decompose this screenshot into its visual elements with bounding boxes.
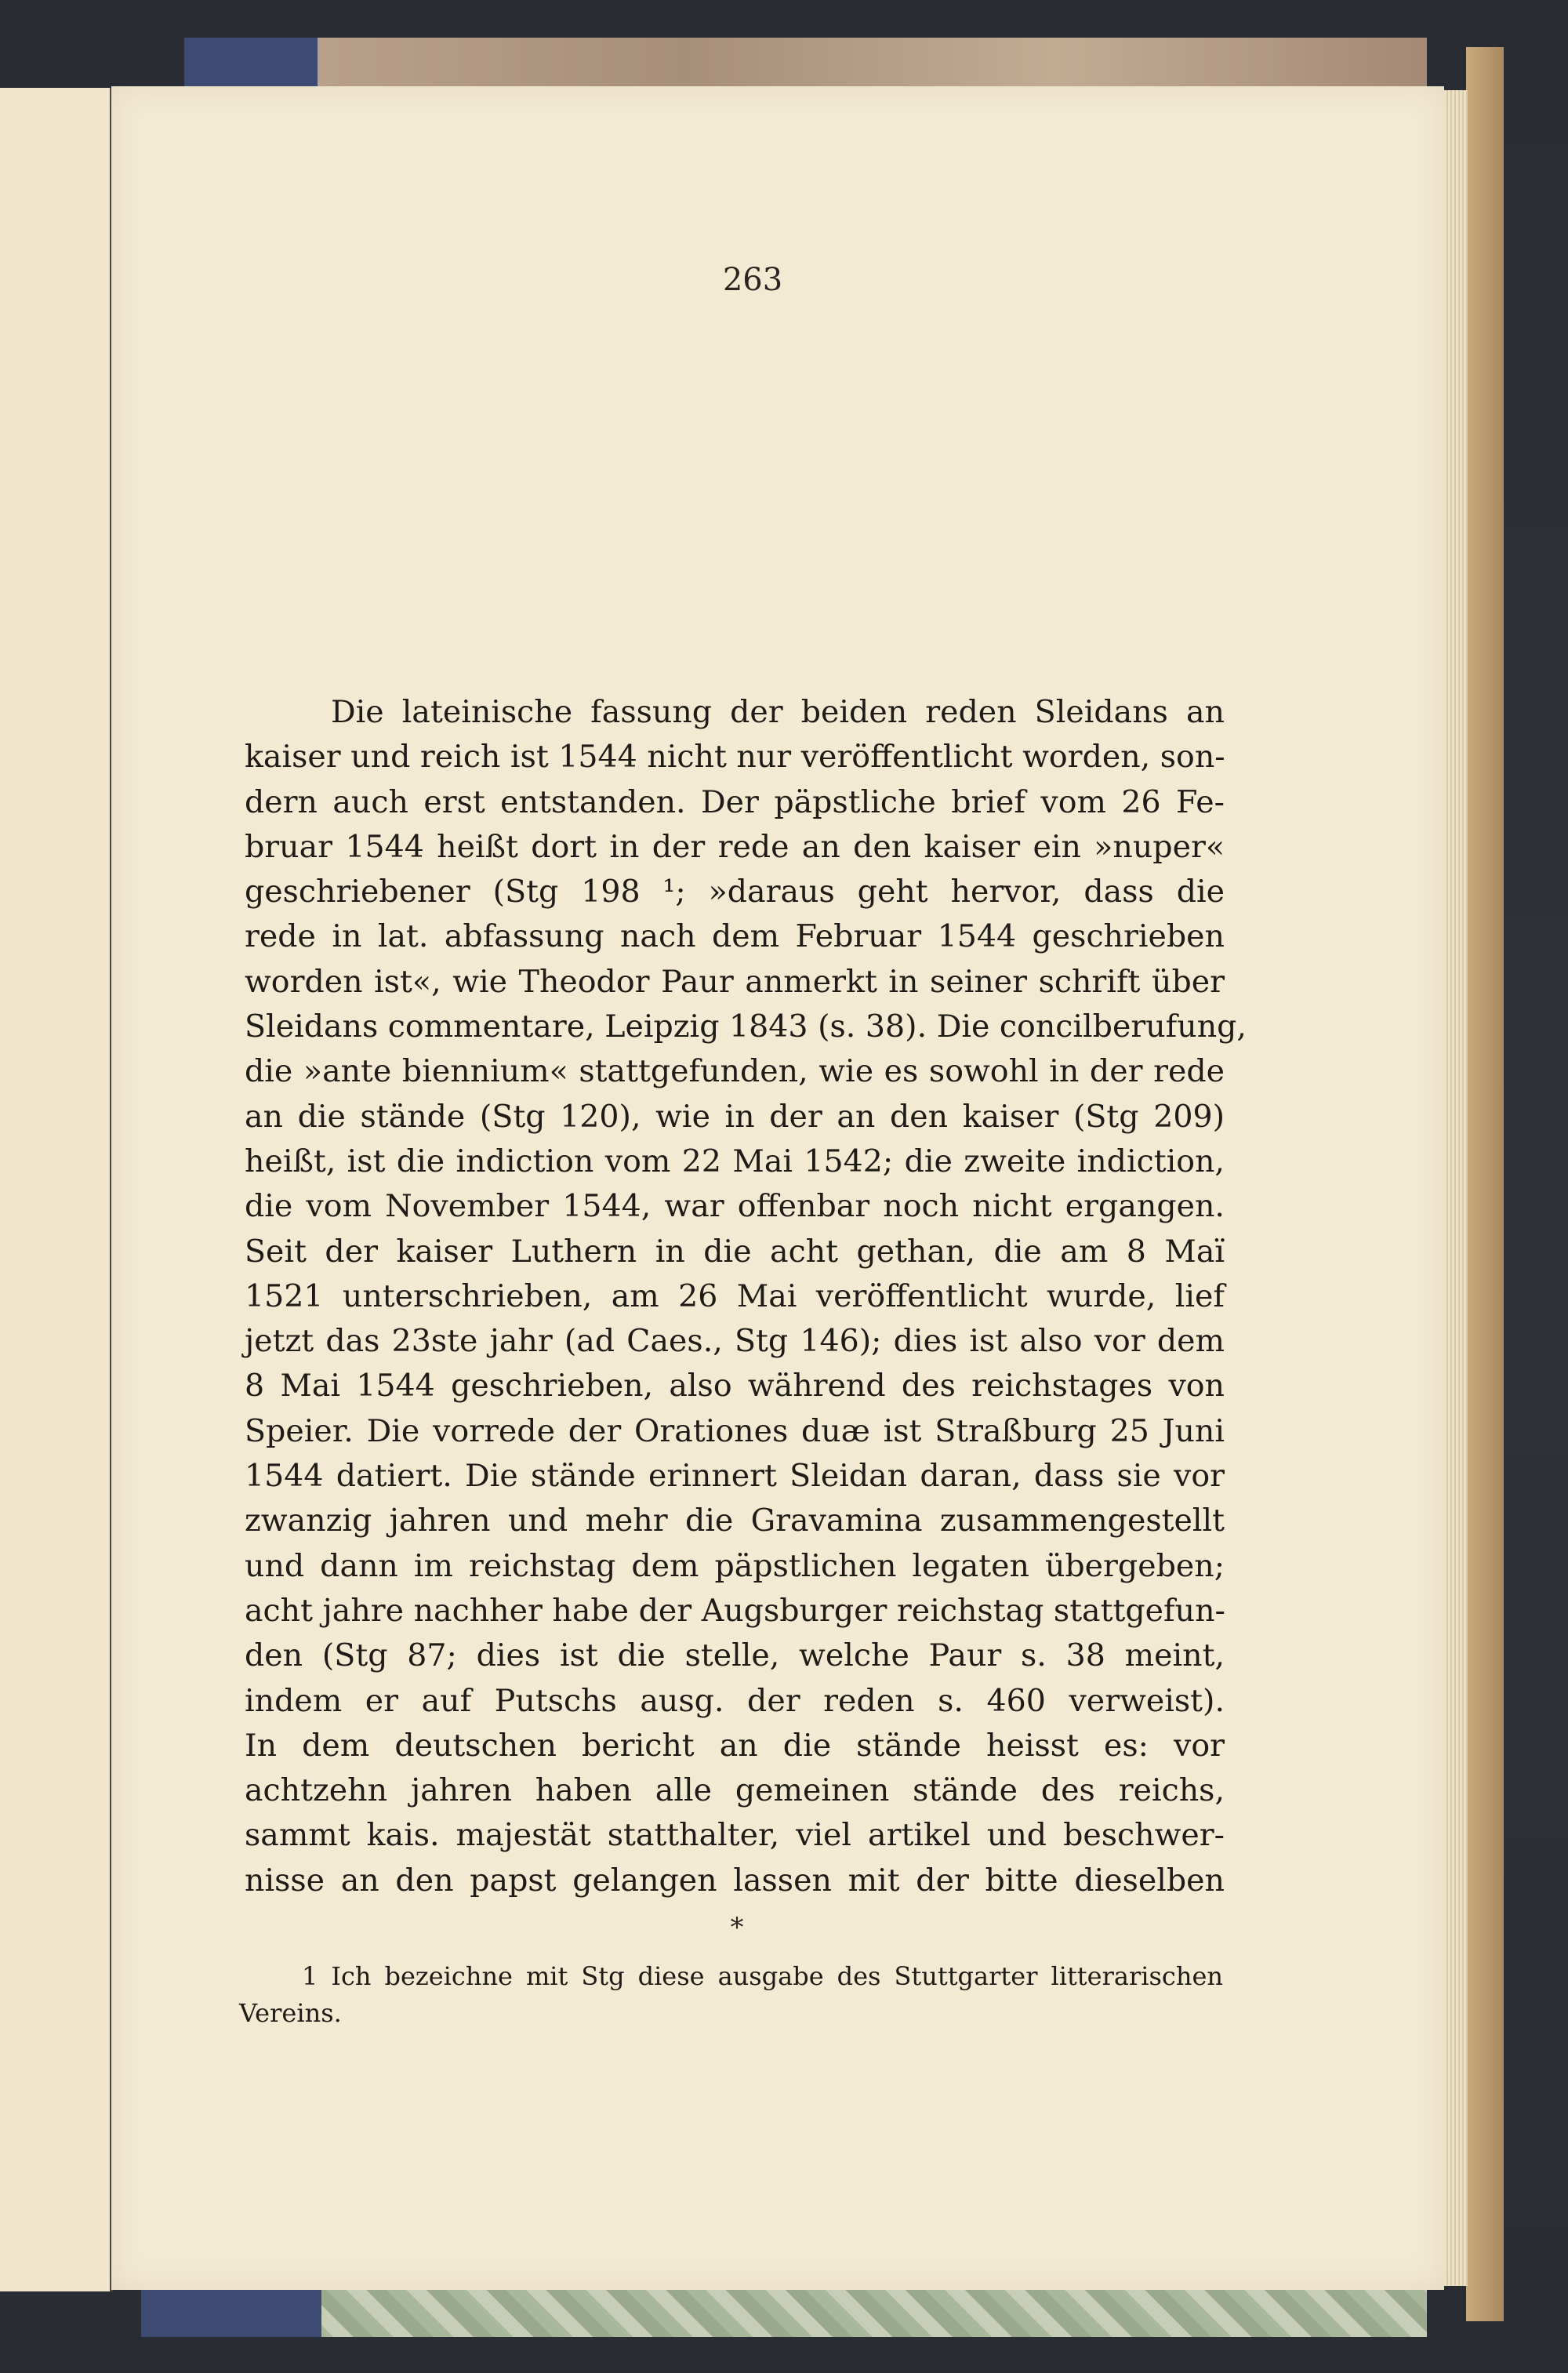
body-line: Speier. Die vorrede der Orationes duæ ist Straßburg 25 Juni [245,1412,1225,1449]
body-line: Sleidans commentare, Leipzig 1843 (s. 38). Die concilberufung, [245,1008,1247,1045]
footnote-line: Vereins. [239,1998,342,2028]
body-line: jetzt das 23ste jahr (ad Caes., Stg 146); dies ist also vor dem [245,1323,1225,1360]
body-line: geschriebener (Stg 198 ¹; »daraus geht hervor, dass die [245,874,1225,910]
body-line: 8 Mai 1544 geschrieben, also während des reichstages von [245,1368,1225,1405]
body-line: zwanzig jahren und mehr die Gravamina zusammengestellt [245,1503,1225,1539]
body-line: worden ist«, wie Theodor Paur anmerkt in seiner schrift über [245,963,1225,1000]
cover-bottom-marbled-edge [314,2288,1427,2337]
body-line: sammt kais. majestät statthalter, viel artikel und beschwer- [245,1817,1225,1854]
body-line: Die lateinische fassung der beiden reden Sleidans an [331,694,1225,730]
body-line: rede in lat. abfassung nach dem Februar 1544 geschrieben [245,918,1225,955]
body-line: die »ante biennium« stattgefunden, wie es sowohl in der rede [245,1053,1225,1090]
cover-right-edge [1466,47,1504,2321]
body-line: kaiser und reich ist 1544 nicht nur veröffentlicht worden, son- [245,739,1225,776]
body-line: achtzehn jahren haben alle gemeinen stände des reichs, [245,1772,1225,1809]
facing-page [0,88,113,2291]
footnote-line: 1 Ich bezeichne mit Stg diese ausgabe des Stuttgarter litterarischen [302,1961,1223,1991]
binding-bottom-corner [141,2288,321,2337]
binding-top-corner [184,38,318,86]
body-line: die vom November 1544, war offenbar noch nicht ergangen. [245,1188,1225,1225]
body-line: 1544 datiert. Die stände erinnert Sleidan daran, dass sie vor [245,1458,1225,1495]
body-line: nisse an den papst gelangen lassen mit der bitte dieselben [245,1862,1225,1899]
body-line: 1521 unterschrieben, am 26 Mai veröffentlicht wurde, lief [245,1277,1225,1314]
body-text [245,690,1247,1903]
cover-top-edge [314,38,1427,86]
body-line: In dem deutschen bericht an die stände heisst es: vor [245,1727,1225,1764]
body-line: indem er auf Putschs ausg. der reden s. 460 verweist). [245,1682,1225,1719]
page-stack-edge [1444,90,1468,2286]
body-line: heißt, ist die indiction vom 22 Mai 1542; die zweite indiction, [245,1143,1225,1179]
body-line: dern auch erst entstanden. Der päpstliche brief vom 26 Fe- [245,783,1225,820]
page-number: 263 [722,262,783,298]
body-line: acht jahre nachher habe der Augsburger reichstag stattgefun- [245,1592,1225,1629]
footnote [239,1958,1223,2032]
body-line: Seit der kaiser Luthern in die acht gethan, die am 8 Maï [245,1233,1225,1270]
body-line: an die stände (Stg 120), wie in der an den kaiser (Stg 209) [245,1098,1225,1135]
body-line: und dann im reichstag dem päpstlichen legaten übergeben; [245,1547,1225,1584]
body-line: den (Stg 87; dies ist die stelle, welche Paur s. 38 meint, [245,1637,1225,1674]
body-line: bruar 1544 heißt dort in der rede an den kaiser ein »nuper« [245,828,1225,865]
footnote-separator: * [730,1912,744,1943]
